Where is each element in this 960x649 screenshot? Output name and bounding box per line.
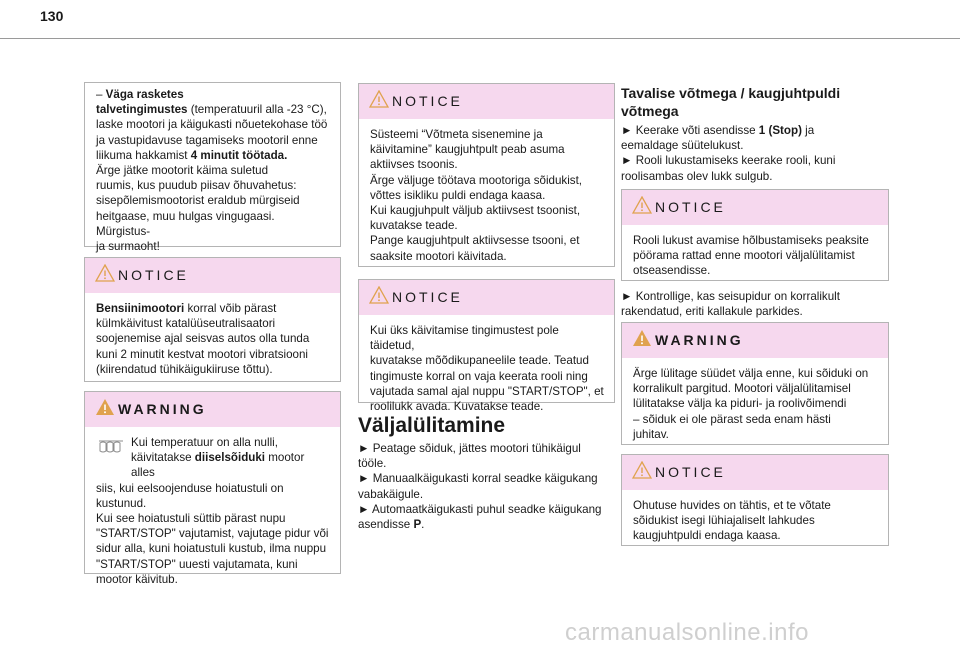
text-line: Kui temperatuur on alla nulli, — [131, 436, 278, 449]
text-line: siis, kui eelsoojenduse hoiatustuli on — [96, 481, 284, 495]
notice-triangle-icon — [95, 264, 115, 282]
subsection-heading — [621, 84, 891, 120]
text-line: Ohutuse huvides on tähtis, et te võtate — [633, 499, 831, 512]
text-line: sidur alla, kuni hoiatustuli kustub, ilma nuppu — [96, 542, 327, 556]
key-steps — [621, 123, 891, 184]
text-line: kaugjuhtpuldi endaga kaasa. — [633, 529, 781, 543]
text-line: Ärge jätke mootorit käima suletud — [96, 164, 269, 178]
text-line: ► Automaatkäigukasti puhul seadke käigukang — [358, 502, 602, 516]
text-line: ► Kontrollige, kas seisupidur on korralikult — [621, 290, 840, 303]
text-line: Kui üks käivitamise tingimustest pole täidetud, — [370, 324, 559, 353]
text-line: saaksite mootori käivitada. — [370, 249, 507, 263]
notice-label: NOTICE — [655, 464, 726, 480]
notice-header — [622, 190, 888, 225]
notice-box-remote — [621, 454, 889, 546]
warning-box-diesel — [84, 391, 341, 586]
text-line: ruumis, kus puudub piisav õhuvahetus: — [96, 179, 297, 193]
text-line: võttes isikliku puldi endaga kaasa. — [370, 188, 546, 202]
text-line: ja vastupidavuse tagamiseks mootoril enne — [96, 133, 318, 147]
text-line: soojenemise ajal seisvas autos olla tunda — [96, 332, 310, 346]
intro-text — [85, 83, 340, 254]
warning-label: WARNING — [655, 332, 744, 348]
notice-header — [85, 258, 340, 293]
notice-label: NOTICE — [118, 267, 189, 283]
text-line: kuvatakse mõõdikupaneelile teade. Teatud — [370, 354, 589, 368]
notice-label: NOTICE — [392, 289, 463, 305]
text-line: sõidukist isegi lühiajaliselt lahkudes — [633, 514, 815, 528]
text-line: ja surmaoht! — [96, 240, 160, 254]
page-number: 130 — [40, 8, 64, 24]
glow-plug-icon — [98, 440, 124, 454]
notice-text — [85, 293, 340, 377]
warning-triangle-icon — [95, 398, 115, 416]
notice-triangle-icon — [369, 286, 389, 304]
heading-line: võtmega — [621, 103, 679, 119]
warning-text — [96, 435, 330, 587]
notice-box-steering — [621, 189, 889, 281]
text-line: kustunud. — [96, 496, 147, 510]
warning-header — [85, 392, 340, 427]
text-line: käivitamine” kaugjuhtpult peab asuma — [370, 143, 565, 157]
notice-header — [359, 280, 614, 315]
text-line: "START/STOP" vajutamist, vajutage pidur või — [96, 527, 329, 541]
notice-text — [359, 119, 614, 264]
text-line: aktiivses tsoonis. — [370, 158, 458, 172]
notice-header — [359, 84, 614, 119]
text-line: sisepõlemismootorist eraldub mürgiseid — [96, 194, 300, 208]
text-line: kuni 2 minutit kestvat mootori vibratsiooni — [96, 347, 308, 361]
warning-triangle-icon — [632, 329, 652, 347]
text-line: – Väga rasketes — [96, 88, 184, 101]
text-line: juhitav. — [633, 427, 669, 441]
text-line: – sõiduk ei ole pärast seda enam hästi — [633, 412, 831, 426]
notice-box-keyless — [358, 83, 615, 267]
section-heading: Väljalülitamine — [358, 414, 506, 437]
text-line: otseasendisse. — [633, 264, 711, 278]
text-line: roolisambas olev lukk sulgub. — [621, 169, 773, 183]
text-line: kuvatakse teade. — [370, 219, 458, 233]
text-line: eemaldage süütelukust. — [621, 139, 744, 153]
notice-triangle-icon — [369, 90, 389, 108]
text-line: rakendatud, eriti kallakule parkides. — [621, 305, 803, 319]
notice-triangle-icon — [632, 461, 652, 479]
text-line: külmkäivitust katalüüseutralisaatori — [96, 317, 276, 331]
text-line: roolilukk avada. Kuvatakse teade. — [370, 400, 544, 414]
text-line: ► Rooli lukustamiseks keerake rooli, kuni — [621, 154, 836, 168]
switch-off-steps — [358, 441, 618, 532]
text-line: Kui see hoiatustuli süttib pärast nupu — [96, 512, 286, 526]
text-line: pöörama rattad enne mootori väljalülitamist — [633, 249, 855, 263]
warning-box-ignition — [621, 322, 889, 445]
top-divider — [0, 38, 960, 39]
text-line: vajutada samal ajal nuppu "START/STOP", et — [370, 384, 604, 398]
text-line: ► Manuaalkäigukasti korral seadke käigukang — [358, 472, 598, 486]
text-line: Bensiinimootori korral võib pärast — [96, 302, 277, 315]
text-line: Kui kaugjuhpult väljub aktiivsest tsoonist, — [370, 204, 581, 218]
notice-label: NOTICE — [392, 93, 463, 109]
text-line: Rooli lukust avamise hõlbustamiseks peaksite — [633, 234, 869, 247]
text-line: ► Peatage sõiduk, jättes mootori tühikäigul — [358, 442, 581, 455]
notice-text — [359, 315, 614, 414]
text-line: talvetingimustes (temperatuuril alla -23 °C), — [96, 103, 327, 117]
notice-triangle-icon — [632, 196, 652, 214]
text-line: heitgaase, muu hulgas vingugaasi. Mürgistus- — [96, 209, 275, 238]
text-line: "START/STOP" uuesti vajutamata, kuni — [96, 557, 298, 571]
warning-label: WARNING — [118, 401, 207, 417]
warning-body — [85, 427, 340, 587]
warning-header — [622, 323, 888, 358]
warning-text — [622, 358, 888, 442]
text-line: Pange kaugjuhtpult aktiivsesse tsooni, et — [370, 234, 580, 248]
text-line: käivitatakse diiselsõiduki mootor alles — [131, 451, 305, 480]
text-line: mootor käivitub. — [96, 572, 178, 586]
text-line: laske mootori ja käigukasti nõuetekohase töö — [96, 118, 328, 132]
text-line: vabakäigule. — [358, 487, 424, 501]
text-line: tööle. — [358, 457, 387, 471]
intro-warning-box — [84, 82, 341, 254]
text-line: ► Keerake võti asendisse 1 (Stop) ja — [621, 124, 815, 137]
text-line: liikuma hakkamist 4 minutit töötada. — [96, 148, 288, 162]
text-line: asendisse P. — [358, 518, 425, 532]
notice-text — [622, 225, 888, 279]
text-line: (kiirendatud tühikäigukiiruse tõttu). — [96, 362, 273, 376]
parking-brake-steps — [621, 289, 891, 319]
text-line: Ärge lülitage süüdet välja enne, kui sõiduki on — [633, 367, 869, 380]
watermark: carmanualsonline.info — [565, 619, 809, 646]
text-line: Ärge väljuge töötava mootoriga sõidukist, — [370, 173, 583, 187]
text-line: korralikult pargitud. Mootori väljalülitamisel — [633, 382, 851, 396]
notice-label: NOTICE — [655, 199, 726, 215]
notice-header — [622, 455, 888, 490]
notice-box-conditions — [358, 279, 615, 414]
notice-text — [622, 490, 888, 544]
text-line: Süsteemi “Võtmeta sisenemine ja — [370, 128, 543, 141]
text-line: tingimuste korral on vaja keerata rooli ning — [370, 369, 588, 383]
text-line: lülitatakse välja ka piduri- ja roolivõimendi — [633, 397, 847, 411]
notice-box-petrol — [84, 257, 341, 382]
heading-line: Tavalise võtmega / kaugjuhtpuldi — [621, 85, 841, 101]
